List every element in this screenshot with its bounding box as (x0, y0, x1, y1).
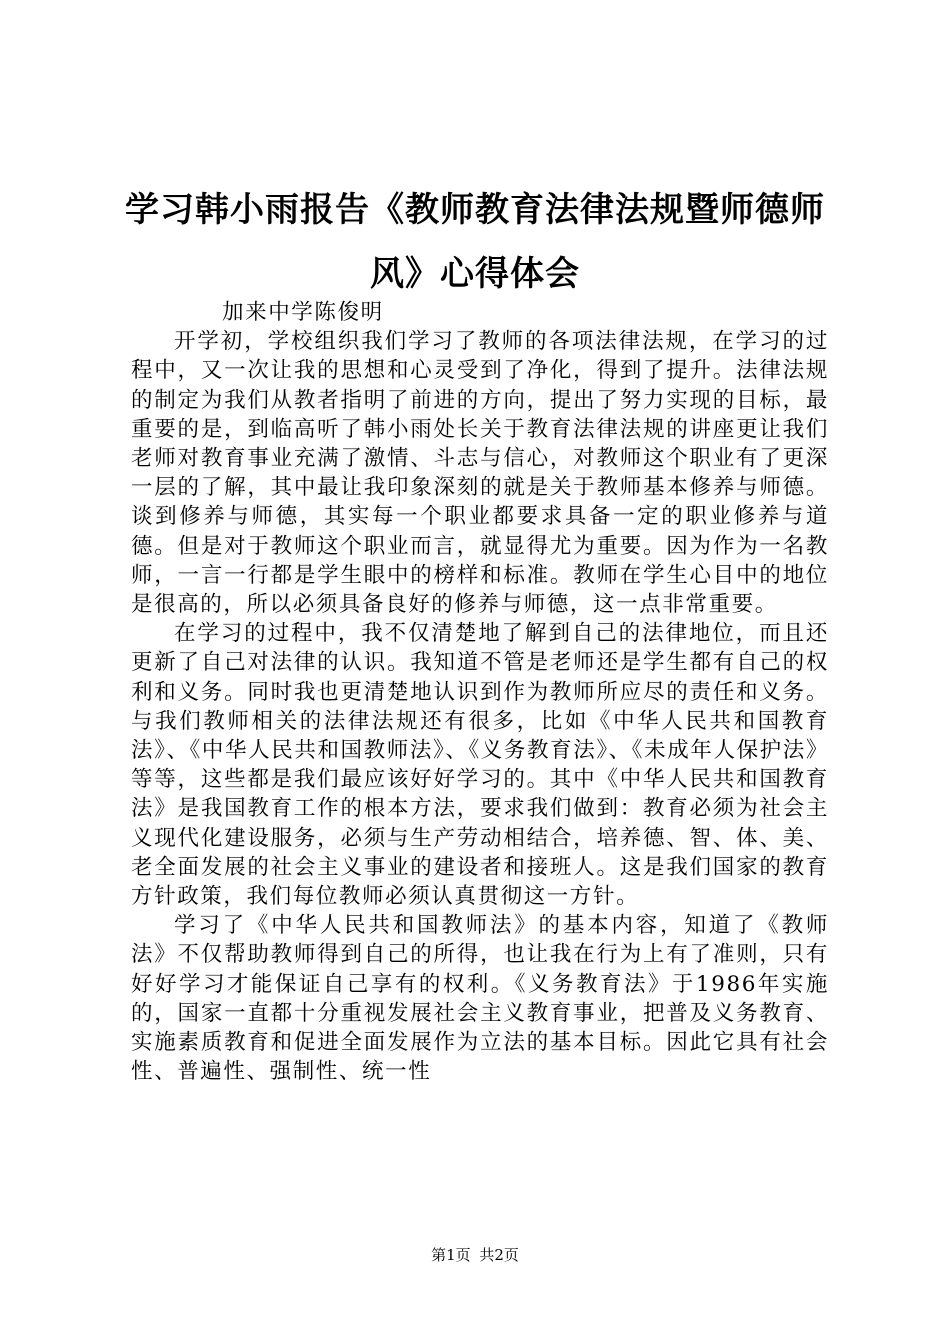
paragraph-1: 开学初，学校组织我们学习了教师的各项法律法规，在学习的过程中，又一次让我的思想和心灵受到了净化，得到了提升。法律法规的制定为我们从教者指明了前进的方向，提出了努力实现的目标，最重要的是，到临高听了韩小雨处长关于教育法律法规的讲座更让我们老师对教育事业充满了激情、斗志与信心，对教师这个职业有了更深一层的了解，其中最让我印象深刻的就是关于教师基本修养与师德。谈到修养与师德，其实每一个职业都要求具备一定的职业修养与道德。但是对于教师这个职业而言，就显得尤为重要。因为作为一名教师，一言一行都是学生眼中的榜样和标准。教师在学生心目中的地位是很高的，所以必须具备良好的修养与师德，这一点非常重要。 (131, 329, 829, 618)
page-number: 第1页 (431, 1246, 471, 1264)
document-title: 学习韩小雨报告《教师教育法律法规暨师德师风》心得体会 (125, 190, 825, 294)
document-body (131, 298, 829, 1086)
author-line: 加来中学陈俊明 (222, 300, 384, 325)
paragraph-3: 学习了《中华人民共和国教师法》的基本内容，知道了《教师法》不仅帮助教师得到自己的所得，也让我在行为上有了准则，只有好好学习才能保证自己享有的权利。《义务教育法》于1986年实施的，国家一直都十分重视发展社会主义教育事业，把普及义务教育、实施素质教育和促进全面发展作为立法的基本目标。因此它具有社会性、普遍性、强制性、统一性 (131, 913, 829, 1085)
paragraph-2: 在学习的过程中，我不仅清楚地了解到自己的法律地位，而且还更新了自己对法律的认识。我知道不管是老师还是学生都有自己的权利和义务。同时我也更清楚地认识到作为教师所应尽的责任和义务。与我们教师相关的法律法规还有很多，比如《中华人民共和国教育法》、《中华人民共和国教师法》、《义务教育法》、《未成年人保护法》等等，这些都是我们最应该好好学习的。其中《中华人民共和国教育法》是我国教育工作的根本方法，要求我们做到：教育必须为社会主义现代化建设服务，必须与生产劳动相结合，培养德、智、体、美、老全面发展的社会主义事业的建设者和接班人。这是我们国家的教育方针政策，我们每位教师必须认真贯彻这一方针。 (131, 621, 829, 910)
page-total: 共2页 (479, 1246, 519, 1264)
page-footer (0, 1245, 950, 1265)
